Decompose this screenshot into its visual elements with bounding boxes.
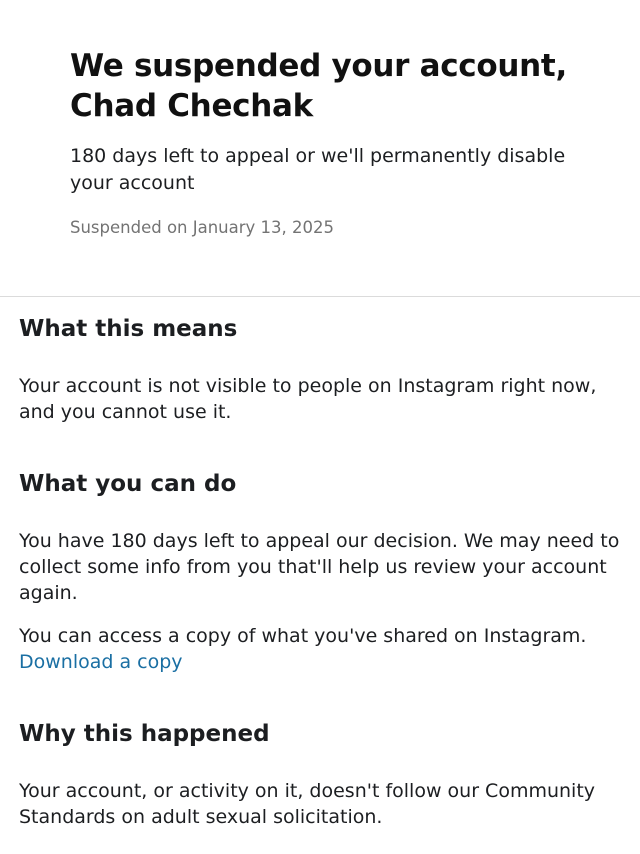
suspension-header (0, 0, 640, 296)
section-text-what-this-means: Your account is not visible to people on Instagram right now, and you cannot use it. (19, 375, 597, 423)
download-copy-link[interactable]: Download a copy (19, 651, 183, 673)
section-heading-why-this-happened: Why this happened (19, 721, 270, 747)
header-divider (0, 296, 640, 297)
download-info-text: You can access a copy of what you've shared on Instagram. (19, 625, 587, 647)
suspended-date: Suspended on January 13, 2025 (70, 218, 335, 237)
section-heading-what-you-can-do: What you can do (19, 471, 237, 497)
section-text-why-this-happened: Your account, or activity on it, doesn't follow our Community Standards on adult sexual solicitation. (19, 780, 596, 828)
page-title-line-2: Chad Chechak (70, 88, 313, 124)
page-title-line-1: We suspended your account, (70, 48, 567, 84)
section-text-appeal-info: You have 180 days left to appeal our decision. We may need to collect some info from you that'll help us review your account again. (19, 530, 620, 604)
appeal-deadline-text: 180 days left to appeal or we'll permanently disable your account (70, 145, 566, 194)
page-title (70, 46, 600, 126)
section-heading-what-this-means: What this means (19, 316, 238, 342)
section-text-download-info (19, 623, 622, 675)
